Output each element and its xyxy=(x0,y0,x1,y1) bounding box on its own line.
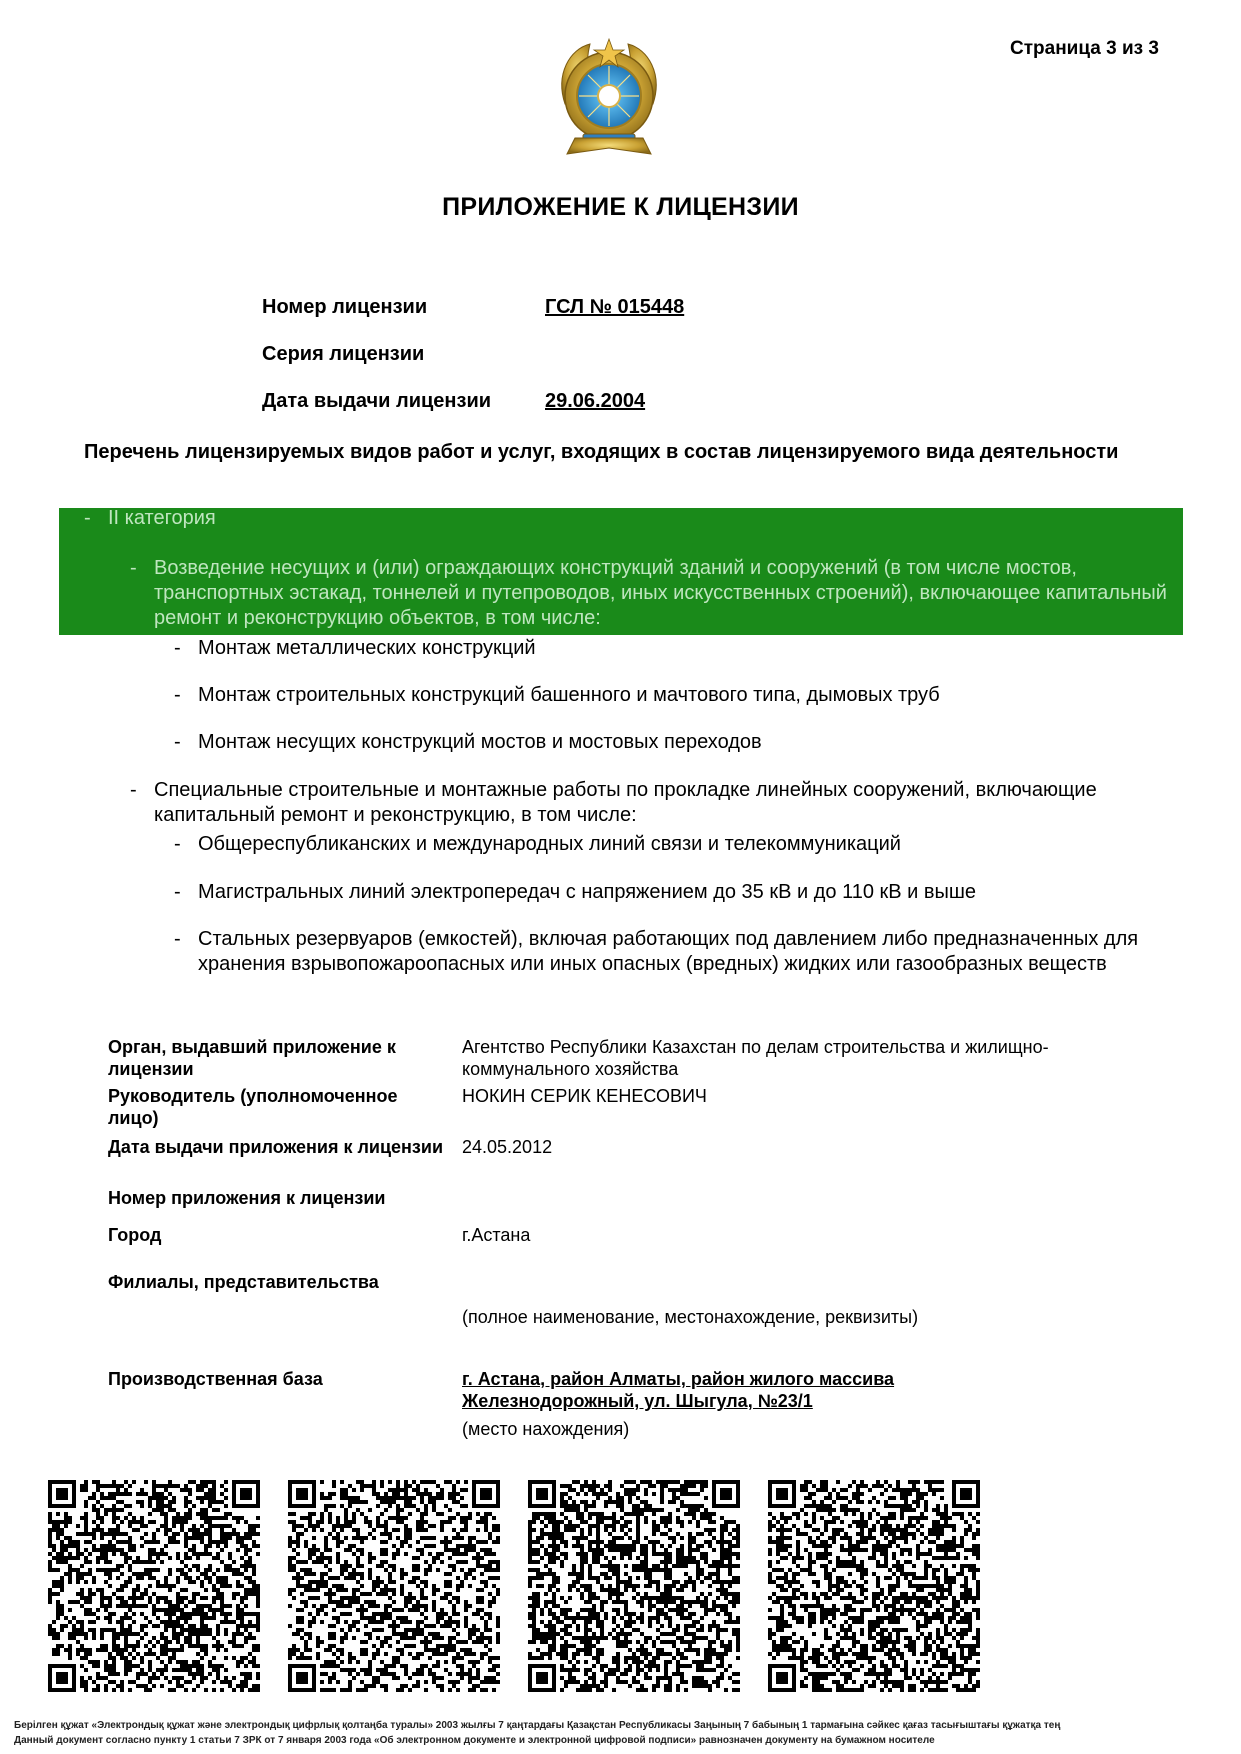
works-list-heading: Перечень лицензируемых видов работ и услуг, входящих в состав лицензируемого вида деятельности xyxy=(84,441,1119,463)
license-number-value: ГСЛ № 015448 xyxy=(545,296,685,318)
qr-code-icon xyxy=(288,1480,500,1692)
annex-date-label: Дата выдачи приложения к лицензии xyxy=(108,1137,444,1157)
qr-code-icon xyxy=(48,1480,260,1692)
work-subitem: - Магистральных линий электропередач с напряжением до 35 кВ и до 110 кВ и выше xyxy=(174,880,1184,905)
issuer-label: Орган, выдавший приложение к лицензии xyxy=(108,1037,396,1079)
head-value: НОКИН СЕРИК КЕНЕСОВИЧ xyxy=(462,1086,707,1106)
work-subitem: - Общереспубликанских и международных линий связи и телекоммуникаций xyxy=(174,832,1184,857)
license-number-label: Номер лицензии xyxy=(262,296,428,318)
category-item: - II категория xyxy=(84,506,1184,531)
work-group-item: - Специальные строительные и монтажные работы по прокладке линейных сооружений, включающие капитальный ремонт и реконструкцию, в том числе: xyxy=(130,778,1180,828)
license-date-label: Дата выдачи лицензии xyxy=(262,390,492,412)
annex-number-label: Номер приложения к лицензии xyxy=(108,1188,386,1208)
work-subitem-text: Стальных резервуаров (емкостей), включая работающих под давлением либо предназначенных для хранения взрывопожароопасных или иных опасных (вредных) жидких или газообразных веществ xyxy=(198,928,1139,975)
city-value: г.Астана xyxy=(462,1225,531,1245)
work-group-text: Специальные строительные и монтажные работы по прокладке линейных сооружений, включающие капитальный ремонт и реконструкцию, в том числе: xyxy=(154,779,1097,826)
qr-code-icon xyxy=(528,1480,740,1692)
work-subitem: - Монтаж металлических конструкций xyxy=(174,636,1184,661)
work-subitem-text: Магистральных линий электропередач с напряжением до 35 кВ и до 110 кВ и выше xyxy=(198,881,977,903)
page-number: Страница 3 из 3 xyxy=(1010,38,1159,59)
work-subitem-text: Общереспубликанских и международных линий связи и телекоммуникаций xyxy=(198,833,901,855)
qr-code-icon xyxy=(768,1480,980,1692)
kazakhstan-state-emblem-icon xyxy=(545,34,673,160)
license-date-value: 29.06.2004 xyxy=(545,390,646,412)
work-group-text: Возведение несущих и (или) ограждающих конструкций зданий и сооружений (в том числе мостов, транспортных эстакад, тоннелей и путепроводов, иных искусственных строений), включающее капитальный ремонт и реконструкцию объектов, в том числе: xyxy=(154,557,1167,629)
head-label: Руководитель (уполномоченное лицо) xyxy=(108,1086,398,1128)
branches-note: (полное наименование, местонахождение, реквизиты) xyxy=(462,1307,919,1327)
branches-label: Филиалы, представительства xyxy=(108,1272,379,1292)
production-base-value: г. Астана, район Алматы, район жилого массива Железнодорожный, ул. Шыгула, №23/1 xyxy=(462,1369,895,1411)
document-title: ПРИЛОЖЕНИЕ К ЛИЦЕНЗИИ xyxy=(442,193,799,221)
city-label: Город xyxy=(108,1225,162,1245)
footer-line-kz: Берілген құжат «Электрондық құжат және электрондық цифрлық қолтаңба туралы» 2003 жылғы 7 қаңтардағы Қазақстан Республикасы Заңының 7 бабының 1 тармағына сәйкес қағаз тасығыштағы құжатқа тең xyxy=(14,1720,1061,1731)
annex-date-value: 24.05.2012 xyxy=(462,1137,553,1157)
production-base-note: (место нахождения) xyxy=(462,1419,630,1439)
work-subitem: - Монтаж строительных конструкций башенного и мачтового типа, дымовых труб xyxy=(174,683,1184,708)
work-subitem: - Стальных резервуаров (емкостей), включая работающих под давлением либо предназначенных для хранения взрывопожароопасных или иных опасных (вредных) жидких или газообразных веществ xyxy=(174,927,1184,977)
work-subitem-text: Монтаж несущих конструкций мостов и мостовых переходов xyxy=(198,731,762,753)
work-subitem-text: Монтаж строительных конструкций башенного и мачтового типа, дымовых труб xyxy=(198,684,940,706)
footer-line-ru: Данный документ согласно пункту 1 статьи 7 ЗРК от 7 января 2003 года «Об электронном документе и электронной цифровой подписи» равнозначен документу на бумажном носителе xyxy=(14,1735,935,1746)
work-subitem-text: Монтаж металлических конструкций xyxy=(198,637,536,659)
issuer-value: Агентство Республики Казахстан по делам строительства и жилищно-коммунального хозяйства xyxy=(462,1037,1049,1079)
work-subitem: - Монтаж несущих конструкций мостов и мостовых переходов xyxy=(174,730,1184,755)
license-series-label: Серия лицензии xyxy=(262,343,425,365)
footer-legal-note xyxy=(14,1718,1234,1748)
work-group-item: - Возведение несущих и (или) ограждающих конструкций зданий и сооружений (в том числе мостов, транспортных эстакад, тоннелей и путепроводов, иных искусственных строений), включающее капитальный ремонт и реконструкцию объектов, в том числе: xyxy=(130,556,1180,631)
production-base-label: Производственная база xyxy=(108,1369,323,1389)
category-label: II категория xyxy=(108,507,216,529)
